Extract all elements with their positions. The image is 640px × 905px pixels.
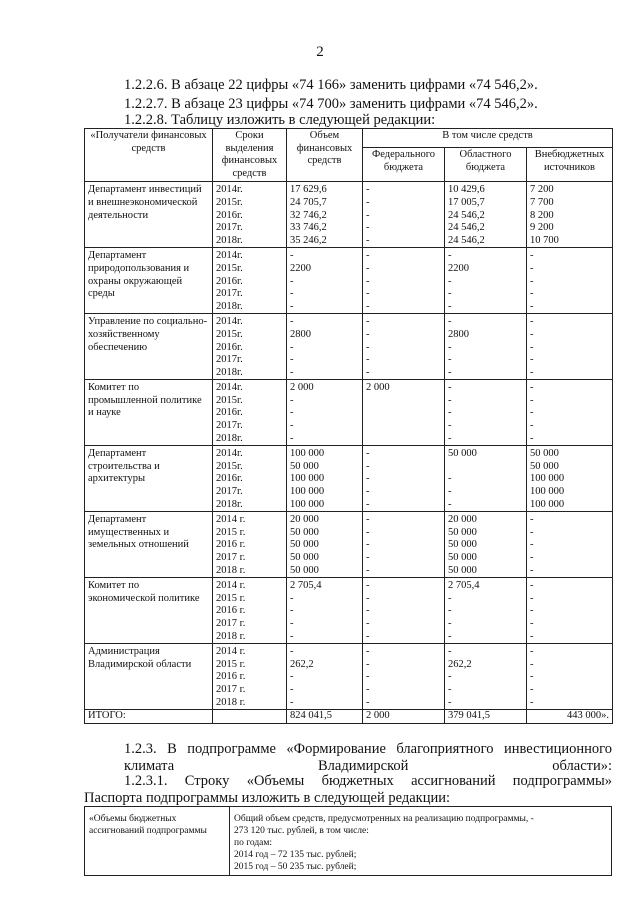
table-row	[85, 248, 613, 314]
extra-value: -	[530, 250, 534, 262]
years-cell	[213, 644, 287, 710]
years-value: 2017 г.	[216, 552, 246, 563]
federal-cell	[363, 248, 445, 314]
extra-cell	[527, 314, 613, 380]
extra-value: -	[530, 354, 534, 366]
para-1-2-3-1-line1: 1.2.3.1. Строку «Объемы бюджетных ассигнований подпрограммы»	[124, 773, 612, 789]
extra-value: -	[530, 539, 534, 551]
regional-value: -	[448, 646, 452, 658]
regional-value: 20 000	[448, 514, 477, 526]
federal-value: -	[366, 473, 370, 485]
passport-line: 273 120 тыс. рублей, в том числе:	[234, 826, 369, 836]
volume-value: 50 000	[290, 526, 319, 538]
extra-value: -	[530, 328, 534, 340]
volume-value: 50 000	[290, 552, 319, 563]
regional-value: 2 705,4	[448, 580, 480, 592]
federal-value: -	[366, 696, 370, 708]
federal-value: -	[366, 328, 370, 340]
item-1-2-2-7: 1.2.2.7. В абзаце 23 цифры «74 700» заменить цифрами «74 546,2».	[124, 96, 538, 112]
years-cell	[213, 578, 287, 644]
years-value: 2018г.	[216, 300, 243, 312]
regional-value: -	[448, 696, 452, 708]
years-value: 2014г.	[216, 316, 243, 328]
regional-value: -	[448, 275, 452, 287]
federal-value: -	[366, 366, 370, 378]
extra-value: -	[530, 617, 534, 629]
extra-value: -	[530, 275, 534, 287]
years-value: 2014г.	[216, 448, 243, 460]
volume-value: 100 000	[290, 498, 325, 510]
regional-value: 2200	[448, 262, 469, 274]
passport-content	[230, 807, 612, 876]
years-cell	[213, 446, 287, 512]
extra-value: -	[530, 262, 534, 274]
volume-value: -	[290, 592, 294, 604]
years-value: 2017г.	[216, 420, 243, 432]
years-value: 2017 г.	[216, 617, 246, 629]
federal-value: -	[366, 341, 370, 353]
total-regional: 379 041,5	[445, 710, 527, 724]
years-value: 2015 г.	[216, 658, 246, 670]
federal-value: -	[366, 288, 370, 300]
regional-value: -	[448, 382, 452, 394]
header-terms: Сроки выделения финансовых средств	[213, 129, 287, 182]
volume-cell	[287, 512, 363, 578]
years-value: 2018г.	[216, 234, 243, 246]
extra-value: -	[530, 580, 534, 592]
header-extra: Внебюджетных источников	[527, 148, 613, 182]
years-value: 2015г.	[216, 394, 243, 406]
extra-value: -	[530, 526, 534, 538]
regional-value: -	[448, 366, 452, 378]
volume-value: 100 000	[290, 473, 325, 485]
years-value: 2014 г.	[216, 646, 246, 658]
extra-cell	[527, 182, 613, 248]
regional-value: -	[448, 683, 452, 695]
extra-value: -	[530, 407, 534, 419]
volume-value: -	[290, 683, 294, 695]
regional-value: -	[448, 486, 452, 498]
volume-cell	[287, 644, 363, 710]
federal-cell	[363, 512, 445, 578]
header-including: В том числе средств	[363, 129, 613, 148]
table-row	[85, 644, 613, 710]
years-value: 2017 г.	[216, 683, 246, 695]
extra-cell	[527, 446, 613, 512]
extra-value: -	[530, 605, 534, 617]
volume-value: 35 246,2	[290, 234, 327, 246]
passport-label: «Объемы бюджетных ассигнований подпрограммы	[85, 807, 230, 876]
volume-value: -	[290, 407, 294, 419]
page-number: 2	[316, 44, 324, 60]
federal-value: -	[366, 683, 370, 695]
years-value: 2016г.	[216, 341, 243, 353]
federal-value: -	[366, 354, 370, 366]
federal-value: -	[366, 234, 370, 246]
extra-cell	[527, 248, 613, 314]
federal-value: -	[366, 196, 370, 208]
volume-value: 50 000	[290, 460, 319, 472]
years-value: 2016г.	[216, 209, 243, 221]
recipient-cell: Департамент имущественных и земельных отношений	[85, 512, 213, 578]
regional-value: 17 005,7	[448, 196, 485, 208]
volume-value: 50 000	[290, 564, 319, 576]
volume-value: 50 000	[290, 539, 319, 551]
federal-value: -	[366, 222, 370, 234]
extra-cell	[527, 380, 613, 446]
volume-cell	[287, 314, 363, 380]
volume-value: 2800	[290, 328, 311, 340]
volume-value: 24 705,7	[290, 196, 327, 208]
years-value: 2016 г.	[216, 605, 246, 617]
years-value: 2018г.	[216, 432, 243, 444]
years-value: 2018г.	[216, 498, 243, 510]
years-value: 2015г.	[216, 460, 243, 472]
volume-value: -	[290, 288, 294, 300]
volume-value: 17 629,6	[290, 184, 327, 196]
federal-value	[366, 407, 441, 420]
volume-cell	[287, 578, 363, 644]
extra-value: 100 000	[530, 486, 565, 498]
regional-value: -	[448, 432, 452, 444]
regional-value: -	[448, 316, 452, 328]
passport-table	[84, 806, 612, 876]
federal-cell	[363, 578, 445, 644]
table-row	[85, 182, 613, 248]
regional-cell	[445, 380, 527, 446]
years-value: 2016 г.	[216, 671, 246, 683]
extra-value: -	[530, 564, 534, 576]
volume-value: -	[290, 366, 294, 378]
years-value: 2014г.	[216, 184, 243, 196]
item-1-2-2-8: 1.2.2.8. Таблицу изложить в следующей редакции:	[124, 112, 436, 128]
extra-value: 10 700	[530, 234, 559, 246]
extra-value: -	[530, 382, 534, 394]
extra-value: -	[530, 696, 534, 708]
federal-value: -	[366, 526, 370, 538]
years-value: 2014г.	[216, 382, 243, 394]
extra-value: -	[530, 316, 534, 328]
regional-cell	[445, 578, 527, 644]
extra-value: 100 000	[530, 473, 565, 485]
extra-value: -	[530, 646, 534, 658]
table-row	[85, 380, 613, 446]
federal-value: -	[366, 250, 370, 262]
federal-value: -	[366, 498, 370, 510]
federal-value: -	[366, 514, 370, 526]
total-label: ИТОГО:	[85, 710, 213, 724]
regional-cell	[445, 314, 527, 380]
years-value: 2017г.	[216, 288, 243, 300]
federal-value: -	[366, 605, 370, 617]
volume-value: -	[290, 394, 294, 406]
regional-value: 24 546,2	[448, 234, 485, 246]
regional-cell	[445, 446, 527, 512]
years-value: 2016 г.	[216, 539, 246, 551]
federal-value: -	[366, 658, 370, 670]
regional-value: -	[448, 498, 452, 510]
header-volume: Объем финансовых средств	[287, 129, 363, 182]
federal-cell	[363, 644, 445, 710]
volume-value: -	[290, 630, 294, 642]
regional-value: -	[448, 473, 452, 485]
recipient-cell: Администрация Владимирской области	[85, 644, 213, 710]
regional-cell	[445, 512, 527, 578]
extra-value: -	[530, 300, 534, 312]
regional-value: -	[448, 250, 452, 262]
passport-line: 2014 год – 72 135 тыс. рублей;	[234, 850, 357, 860]
regional-value: 10 429,6	[448, 184, 485, 196]
volume-value: 2 000	[290, 382, 314, 394]
federal-value	[366, 395, 441, 408]
recipient-cell: Управление по социально-хозяйственному обеспечению	[85, 314, 213, 380]
regional-value: -	[448, 671, 452, 683]
regional-value: 50 000	[448, 539, 477, 551]
total-extra: 443 000».	[527, 710, 613, 724]
extra-value: 8 200	[530, 209, 554, 221]
volume-value: -	[290, 696, 294, 708]
passport-line: по годам:	[234, 838, 273, 848]
volume-value: -	[290, 316, 294, 328]
volume-value: 33 746,2	[290, 222, 327, 234]
years-value: 2014г.	[216, 250, 243, 262]
volume-value: 20 000	[290, 514, 319, 526]
volume-value: 2 705,4	[290, 580, 322, 592]
federal-value: -	[366, 184, 370, 196]
regional-value: -	[448, 592, 452, 604]
extra-value: -	[530, 671, 534, 683]
years-value: 2018 г.	[216, 564, 246, 576]
table-row	[85, 578, 613, 644]
extra-value: -	[530, 592, 534, 604]
extra-value: -	[530, 683, 534, 695]
extra-value: 7 200	[530, 184, 554, 196]
years-value: 2015г.	[216, 196, 243, 208]
regional-value: -	[448, 617, 452, 629]
federal-value: -	[366, 275, 370, 287]
extra-value: 50 000	[530, 448, 559, 460]
regional-value: -	[448, 394, 452, 406]
extra-value: -	[530, 366, 534, 378]
funding-table	[84, 128, 613, 724]
federal-value: -	[366, 617, 370, 629]
federal-value: -	[366, 448, 370, 460]
federal-value: -	[366, 564, 370, 576]
extra-value: -	[530, 420, 534, 432]
regional-value: -	[448, 341, 452, 353]
volume-value: 100 000	[290, 486, 325, 498]
para-1-2-3: 1.2.3. В подпрограмме «Формирование благоприятного инвестиционного климата Владимирской области»:	[124, 741, 612, 774]
federal-value: 2 000	[366, 382, 390, 394]
regional-cell	[445, 182, 527, 248]
regional-value: -	[448, 605, 452, 617]
federal-value: -	[366, 646, 370, 658]
years-cell	[213, 182, 287, 248]
extra-value: 50 000	[530, 460, 559, 472]
extra-value: -	[530, 394, 534, 406]
regional-value: -	[448, 630, 452, 642]
federal-value: -	[366, 592, 370, 604]
federal-value: -	[366, 630, 370, 642]
federal-cell	[363, 314, 445, 380]
volume-value: 100 000	[290, 448, 325, 460]
extra-value: -	[530, 341, 534, 353]
item-1-2-2-6: 1.2.2.6. В абзаце 22 цифры «74 166» заменить цифрами «74 546,2».	[124, 77, 538, 93]
years-cell	[213, 248, 287, 314]
recipient-cell: Департамент инвестиций и внешнеэкономической деятельности	[85, 182, 213, 248]
recipient-cell: Комитет по экономической политике	[85, 578, 213, 644]
federal-value: -	[366, 460, 370, 472]
years-value: 2017г.	[216, 354, 243, 366]
regional-value: 2800	[448, 328, 469, 340]
federal-value	[366, 433, 441, 446]
extra-value: -	[530, 630, 534, 642]
extra-cell	[527, 644, 613, 710]
volume-value: -	[290, 354, 294, 366]
volume-value: -	[290, 341, 294, 353]
years-value: 2016г.	[216, 275, 243, 287]
regional-value: -	[448, 288, 452, 300]
regional-value: 50 000	[448, 552, 477, 563]
extra-value: -	[530, 288, 534, 300]
regional-value: -	[448, 420, 452, 432]
years-value: 2018 г.	[216, 696, 246, 708]
volume-value: -	[290, 420, 294, 432]
years-value: 2015г.	[216, 262, 243, 274]
federal-value: -	[366, 580, 370, 592]
federal-cell	[363, 446, 445, 512]
federal-value: -	[366, 486, 370, 498]
federal-value: -	[366, 209, 370, 221]
regional-value: 50 000	[448, 564, 477, 576]
header-regional: Областного бюджета	[445, 148, 527, 182]
total-federal: 2 000	[363, 710, 445, 724]
extra-value: -	[530, 552, 534, 563]
years-cell	[213, 512, 287, 578]
passport-line: 2015 год – 50 235 тыс. рублей;	[234, 862, 357, 872]
federal-value: -	[366, 316, 370, 328]
years-cell	[213, 314, 287, 380]
para-1-2-3-1-line2: Паспорта подпрограммы изложить в следующей редакции:	[84, 790, 451, 806]
para-1-2-3-line1	[124, 741, 612, 775]
extra-value: -	[530, 658, 534, 670]
regional-value: 50 000	[448, 448, 477, 460]
extra-value: 100 000	[530, 498, 565, 510]
regional-value: -	[448, 354, 452, 366]
extra-value: 7 700	[530, 196, 554, 208]
volume-value: 2200	[290, 262, 311, 274]
recipient-cell: Комитет по промышленной политике и науке	[85, 380, 213, 446]
years-value: 2016г.	[216, 407, 243, 419]
volume-value: 32 746,2	[290, 209, 327, 221]
total-terms	[213, 710, 287, 724]
volume-cell	[287, 248, 363, 314]
federal-cell	[363, 380, 445, 446]
volume-cell	[287, 446, 363, 512]
years-value: 2014 г.	[216, 580, 246, 592]
recipient-cell: Департамент строительства и архитектуры	[85, 446, 213, 512]
total-volume: 824 041,5	[287, 710, 363, 724]
table-row	[85, 446, 613, 512]
years-value: 2018 г.	[216, 630, 246, 642]
years-value: 2015 г.	[216, 592, 246, 604]
table-row	[85, 314, 613, 380]
regional-value: 262,2	[448, 658, 472, 670]
federal-value: -	[366, 539, 370, 551]
extra-cell	[527, 578, 613, 644]
regional-value: -	[448, 300, 452, 312]
years-value: 2017г.	[216, 486, 243, 498]
regional-cell	[445, 248, 527, 314]
volume-value: -	[290, 605, 294, 617]
federal-value: -	[366, 300, 370, 312]
extra-value: -	[530, 514, 534, 526]
federal-value: -	[366, 262, 370, 274]
header-federal: Федерального бюджета	[363, 148, 445, 182]
volume-value: -	[290, 646, 294, 658]
extra-value: 9 200	[530, 222, 554, 234]
regional-value: -	[448, 407, 452, 419]
federal-value	[366, 420, 441, 433]
years-value: 2017г.	[216, 222, 243, 234]
volume-value: -	[290, 275, 294, 287]
years-value: 2018г.	[216, 366, 243, 378]
volume-value: -	[290, 432, 294, 444]
regional-value: 50 000	[448, 526, 477, 538]
extra-cell	[527, 512, 613, 578]
years-value: 2016г.	[216, 473, 243, 485]
volume-cell	[287, 182, 363, 248]
volume-value: -	[290, 250, 294, 262]
federal-value: -	[366, 671, 370, 683]
passport-line: Общий объем средств, предусмотренных на реализацию подпрограммы, -	[234, 814, 534, 824]
federal-cell	[363, 182, 445, 248]
regional-value	[448, 461, 523, 474]
volume-value: -	[290, 300, 294, 312]
years-value: 2015 г.	[216, 526, 246, 538]
regional-cell	[445, 644, 527, 710]
volume-cell	[287, 380, 363, 446]
years-value: 2014 г.	[216, 514, 246, 526]
years-value: 2015г.	[216, 328, 243, 340]
header-recipient: «Получатели финансовых средств	[85, 129, 213, 182]
volume-value: -	[290, 671, 294, 683]
years-cell	[213, 380, 287, 446]
volume-value: 262,2	[290, 658, 314, 670]
volume-value: -	[290, 617, 294, 629]
federal-value: -	[366, 552, 370, 563]
regional-value: 24 546,2	[448, 209, 485, 221]
extra-value: -	[530, 432, 534, 444]
recipient-cell: Департамент природопользования и охраны окружающей среды	[85, 248, 213, 314]
regional-value: 24 546,2	[448, 222, 485, 234]
total-row	[85, 710, 613, 724]
table-row	[85, 512, 613, 578]
